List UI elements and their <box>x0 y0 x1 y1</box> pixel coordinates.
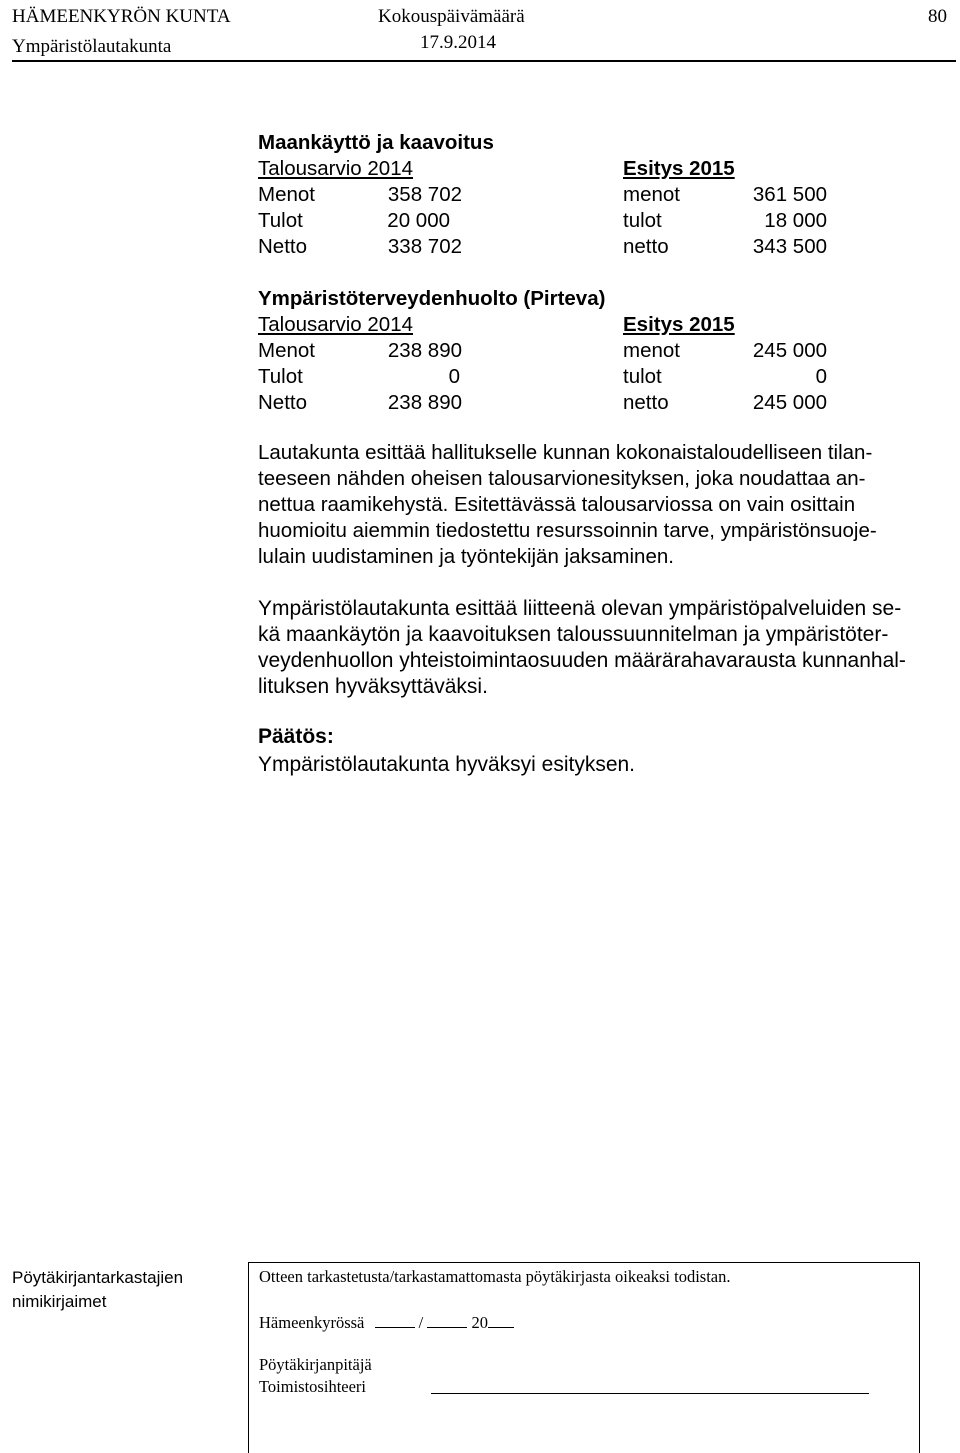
row-label-2015: tulot <box>623 365 662 388</box>
row-label: Netto <box>258 391 307 414</box>
paragraph-line: lituksen hyväksyttäväksi. <box>258 675 488 698</box>
paragraph-line: huomioitu aiemmin tiedostettu resurssoinnin tarve, ympäristönsuoje- <box>258 519 877 542</box>
row-value-2014: 0 <box>448 365 460 388</box>
row-value-2015: 0 <box>815 365 827 388</box>
budget-2014-heading: Talousarvio 2014 <box>258 313 413 336</box>
keeper-title: Pöytäkirjanpitäjä <box>259 1355 372 1374</box>
proposal-paragraph <box>258 596 906 700</box>
row-value-2014: 358 702 <box>387 183 462 206</box>
row-value-2015: 343 500 <box>752 235 827 258</box>
paragraph-line: Lautakunta esittää hallitukselle kunnan kokonaistaloudelliseen tilan- <box>258 441 873 464</box>
statement-paragraph <box>258 440 877 570</box>
proposal-2015-heading: Esitys 2015 <box>623 313 735 336</box>
row-label: Tulot <box>258 209 303 232</box>
footer-initials-label <box>12 1266 183 1314</box>
initials-label-line2: nimikirjaimet <box>12 1292 107 1311</box>
row-value-2014: 338 702 <box>387 235 462 258</box>
header-divider <box>12 60 956 62</box>
row-value-2015: 361 500 <box>752 183 827 206</box>
row-value-2015: 245 000 <box>752 339 827 362</box>
place-name: Hämeenkyrössä <box>259 1313 365 1332</box>
meeting-date-label: Kokouspäivämäärä <box>378 6 525 27</box>
decision-label: Päätös: <box>258 725 334 748</box>
row-value-2014: 238 890 <box>387 339 462 362</box>
municipality-name: HÄMEENKYRÖN KUNTA <box>12 6 231 27</box>
paragraph-line: veydenhuollon yhteistoimintaosuuden määrärahavarausta kunnanhal- <box>258 649 906 672</box>
place-date-line <box>259 1311 514 1333</box>
month-blank <box>427 1311 467 1328</box>
paragraph-line: nettua raamikehystä. Esitettävässä talousarviossa on vain osittain <box>258 493 856 516</box>
row-value-2014: 238 890 <box>387 391 462 414</box>
paragraph-line: Ympäristölautakunta esittää liitteenä olevan ympäristöpalveluiden se- <box>258 597 902 620</box>
date-separator: / <box>418 1313 424 1332</box>
signature-line <box>431 1393 869 1394</box>
certification-text: Otteen tarkastetusta/tarkastamattomasta pöytäkirjasta oikeaksi todistan. <box>259 1267 731 1286</box>
keeper-role: Toimistosihteeri <box>259 1377 367 1396</box>
paragraph-line: teeseen nähden oheisen talousarvionesityksen, joka noudattaa an- <box>258 467 866 490</box>
year-blank <box>488 1311 514 1328</box>
row-value-2015: 245 000 <box>752 391 827 414</box>
budget-2014-heading: Talousarvio 2014 <box>258 157 413 180</box>
page-number: 80 <box>928 6 947 27</box>
proposal-2015-heading: Esitys 2015 <box>623 157 735 180</box>
meeting-date: 17.9.2014 <box>420 32 496 53</box>
year-prefix: 20 <box>471 1313 488 1332</box>
paragraph-line: lulain uudistaminen ja työntekijän jaksaminen. <box>258 545 674 568</box>
row-label-2015: tulot <box>623 209 662 232</box>
row-value-2015: 18 000 <box>764 209 827 232</box>
paragraph-line: kä maankäytön ja kaavoituksen taloussuunnitelman ja ympäristöter- <box>258 623 889 646</box>
decision-text: Ympäristölautakunta hyväksyi esityksen. <box>258 753 636 776</box>
board-name: Ympäristölautakunta <box>12 36 172 57</box>
initials-label-line1: Pöytäkirjantarkastajien <box>12 1268 184 1287</box>
row-label: Tulot <box>258 365 303 388</box>
day-blank <box>375 1311 415 1328</box>
row-label-2015: netto <box>623 235 669 258</box>
row-label-2015: netto <box>623 391 669 414</box>
row-value-2014: 20 000 <box>387 209 450 232</box>
row-label: Menot <box>258 183 315 206</box>
certification-box <box>248 1262 920 1453</box>
row-label-2015: menot <box>623 339 680 362</box>
row-label: Menot <box>258 339 315 362</box>
section-title: Maankäyttö ja kaavoitus <box>258 131 494 154</box>
row-label-2015: menot <box>623 183 680 206</box>
section-title: Ympäristöterveydenhuolto (Pirteva) <box>258 287 606 310</box>
row-label: Netto <box>258 235 307 258</box>
